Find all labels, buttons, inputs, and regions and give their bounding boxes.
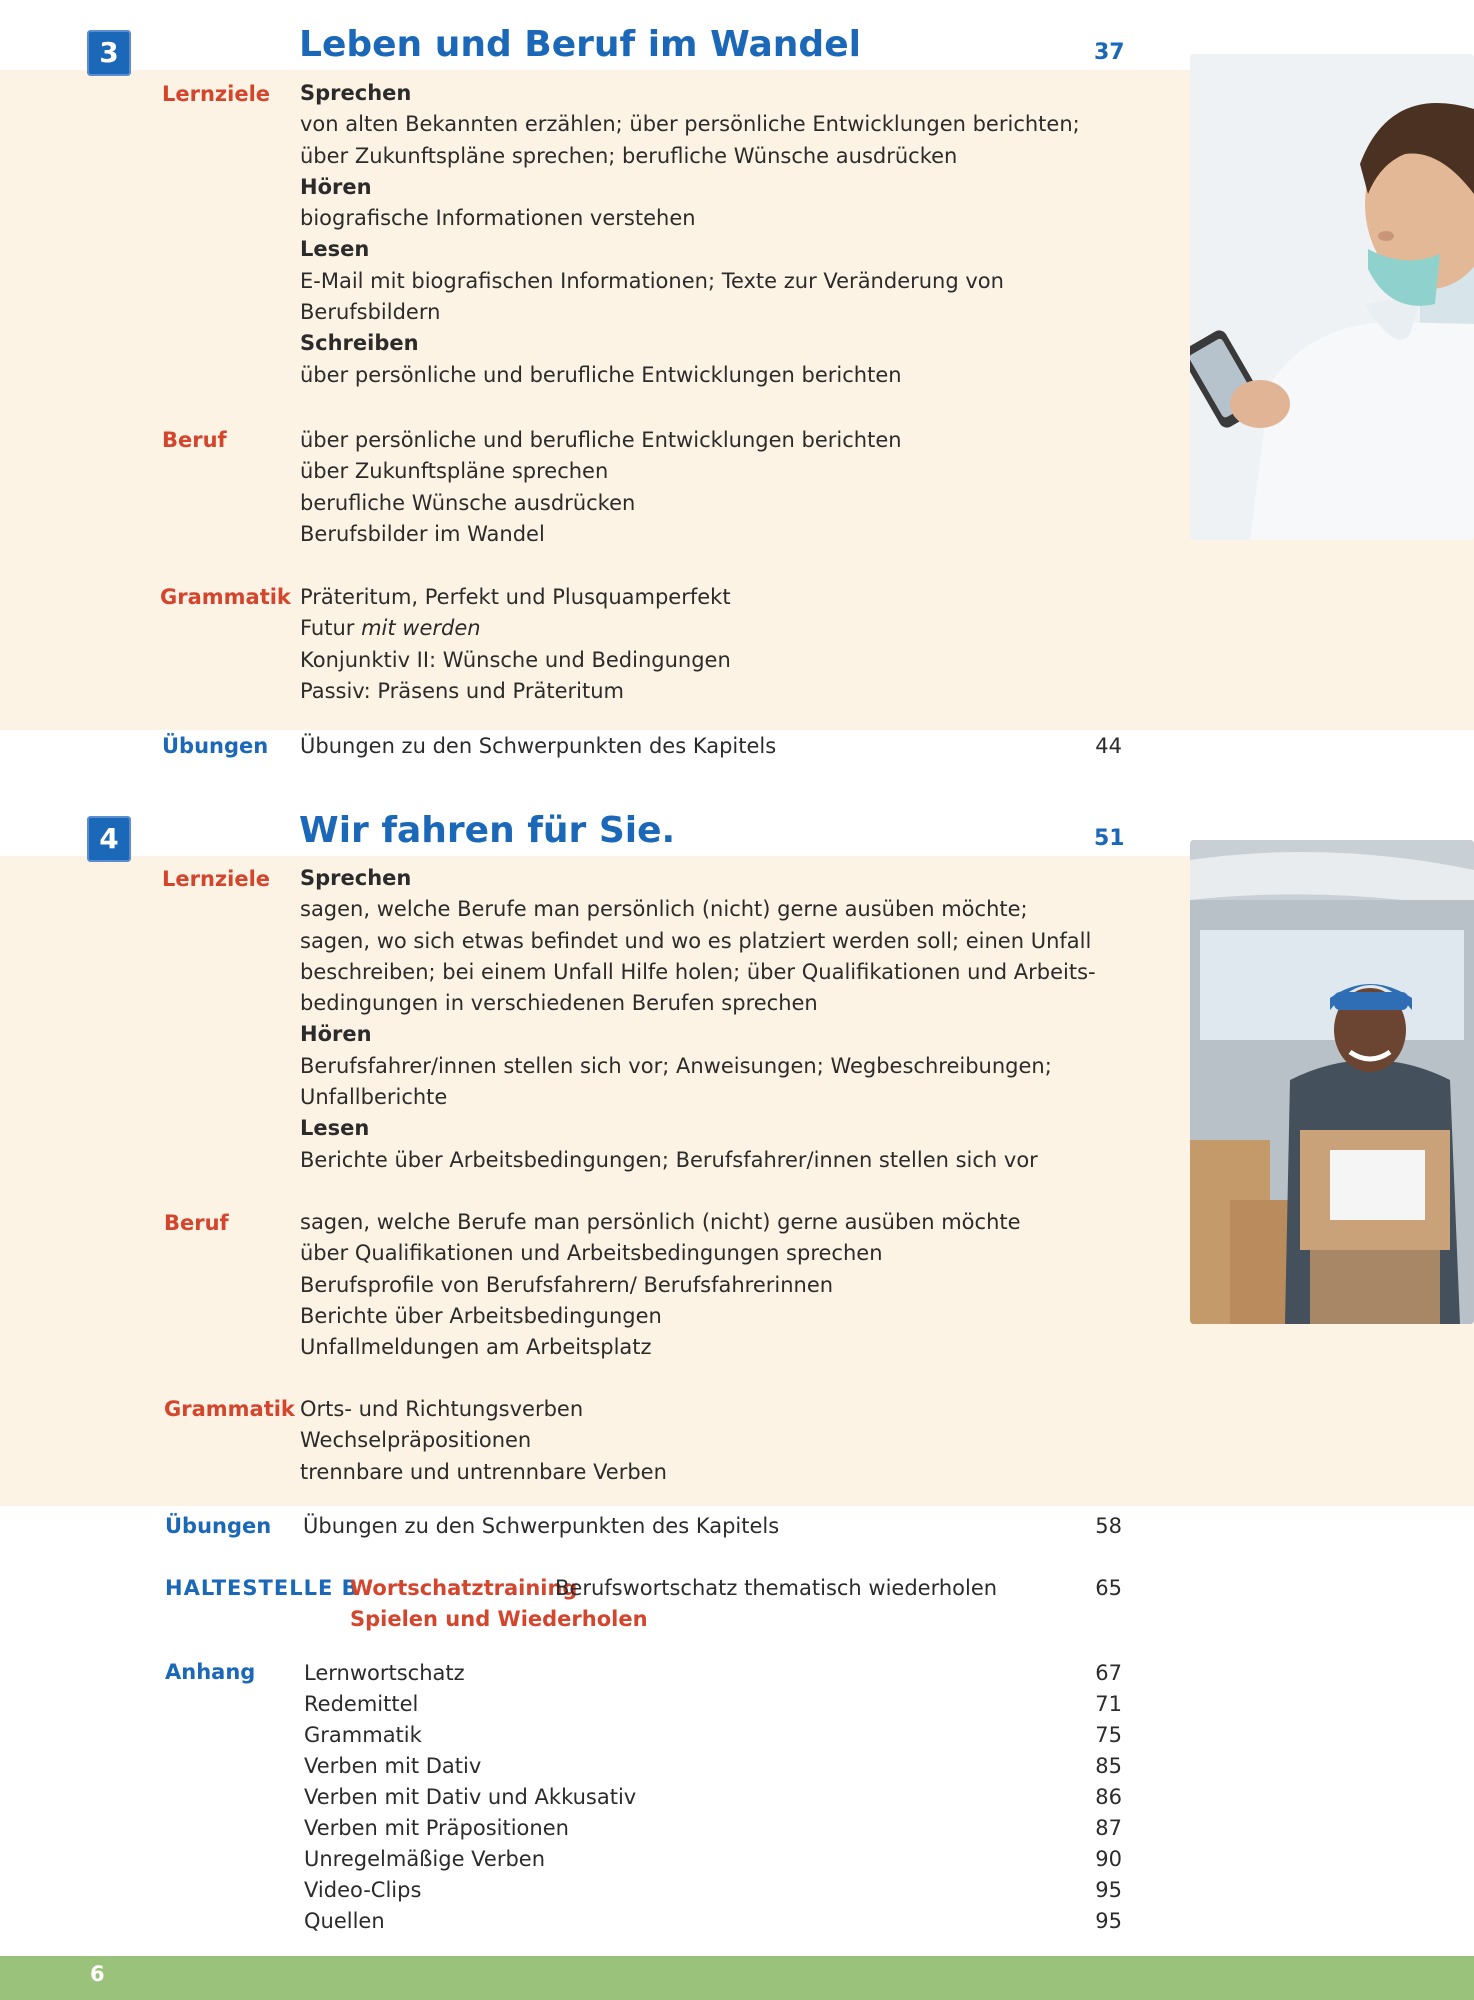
grammatik-line: Präteritum, Perfekt und Plusquamperfekt — [300, 585, 731, 609]
chapter-3-photo — [1190, 54, 1474, 540]
lesen-heading: Lesen — [300, 1116, 370, 1141]
haltestelle-page[interactable]: 65 — [1095, 1576, 1122, 1600]
beruf-line: über Qualifikationen und Arbeitsbedingungen sprechen — [300, 1241, 883, 1266]
chapter-3-lernziele-label: Lernziele — [162, 82, 271, 106]
sprechen-heading: Sprechen — [300, 81, 412, 105]
chapter-4-photo — [1190, 840, 1474, 1324]
chapter-4-grammatik-label: Grammatik — [164, 1397, 295, 1421]
chapter-4-lernziele-block — [300, 863, 1096, 1176]
chapter-4-title[interactable]: Wir fahren für Sie. — [299, 810, 676, 851]
anhang-item-page[interactable]: 85 — [1095, 1754, 1122, 1778]
chapter-3-beruf-label: Beruf — [162, 428, 227, 452]
anhang-item[interactable]: Verben mit Dativ — [304, 1754, 482, 1778]
chapter-3-lernziele-block — [300, 78, 1080, 391]
lesen-line: Berufsbildern — [300, 300, 441, 325]
schreiben-line: über persönliche und berufliche Entwicklungen berichten — [300, 362, 902, 387]
wortschatztraining-text[interactable]: Berufswortschatz thematisch wiederholen — [555, 1576, 998, 1600]
chapter-3-page-number[interactable]: 37 — [1094, 40, 1125, 65]
grammatik-line: Passiv: Präsens und Präteritum — [300, 678, 624, 703]
wortschatztraining-label: Wortschatztraining — [350, 1576, 578, 1600]
anhang-item[interactable]: Unregelmäßige Verben — [304, 1847, 546, 1871]
anhang-item[interactable]: Quellen — [304, 1909, 385, 1933]
hoeren-line: Unfallberichte — [300, 1085, 448, 1110]
beruf-line: berufliche Wünsche ausdrücken — [300, 490, 636, 515]
chapter-4-uebungen-page[interactable]: 58 — [1095, 1514, 1122, 1538]
grammatik-line: Konjunktiv II: Wünsche und Bedingungen — [300, 647, 731, 672]
chapter-3-uebungen-text[interactable]: Übungen zu den Schwerpunkten des Kapitels — [300, 734, 777, 758]
chapter-4-number-badge: 4 — [87, 816, 131, 862]
man-with-smartphone-image — [1190, 54, 1474, 540]
chapter-4-lernziele-label: Lernziele — [162, 867, 271, 891]
chapter-4-beruf-label: Beruf — [164, 1211, 229, 1235]
chapter-3-grammatik-block — [300, 582, 731, 707]
anhang-item-page[interactable]: 75 — [1095, 1723, 1122, 1747]
beruf-line: über persönliche und berufliche Entwicklungen berichten — [300, 428, 902, 452]
beruf-line: sagen, welche Berufe man persönlich (nicht) gerne ausüben möchte — [300, 1210, 1021, 1234]
anhang-label: Anhang — [165, 1660, 256, 1684]
anhang-item-page[interactable]: 90 — [1095, 1847, 1122, 1871]
grammatik-line: Futur mit werden — [300, 616, 481, 641]
grammatik-line: Orts- und Richtungsverben — [300, 1397, 584, 1421]
hoeren-heading: Hören — [300, 1022, 372, 1047]
chapter-4-uebungen-text[interactable]: Übungen zu den Schwerpunkten des Kapitels — [303, 1514, 780, 1538]
chapter-3-uebungen-label: Übungen — [162, 734, 269, 758]
beruf-line: Berufsprofile von Berufsfahrern/ Berufsfahrerinnen — [300, 1272, 834, 1297]
beruf-line: Berufsbilder im Wandel — [300, 521, 545, 546]
footer-page-number: 6 — [90, 1962, 105, 1986]
anhang-page-numbers — [1060, 1658, 1122, 1937]
chapter-3-beruf-block — [300, 425, 902, 550]
chapter-3-uebungen-page[interactable]: 44 — [1095, 734, 1122, 758]
anhang-item-page[interactable]: 67 — [1095, 1661, 1122, 1685]
beruf-line: über Zukunftspläne sprechen — [300, 459, 609, 484]
schreiben-heading: Schreiben — [300, 331, 419, 356]
grammatik-line: Wechselpräpositionen — [300, 1428, 532, 1453]
anhang-item-page[interactable]: 95 — [1095, 1909, 1122, 1933]
delivery-man-image — [1190, 840, 1474, 1324]
chapter-4-page-number[interactable]: 51 — [1094, 826, 1125, 851]
anhang-item-page[interactable]: 86 — [1095, 1785, 1122, 1809]
chapter-3-grammatik-label: Grammatik — [160, 585, 291, 609]
sprechen-line: sagen, welche Berufe man persönlich (nicht) gerne ausüben möchte; — [300, 897, 1028, 922]
haltestelle-label: HALTESTELLE B — [165, 1576, 359, 1600]
anhang-list — [304, 1658, 636, 1937]
sprechen-heading: Sprechen — [300, 866, 412, 890]
lesen-line: E-Mail mit biografischen Informationen; Texte zur Veränderung von — [300, 268, 1004, 293]
hoeren-line: biografische Informationen verstehen — [300, 206, 696, 231]
grammatik-line: trennbare und untrennbare Verben — [300, 1459, 667, 1484]
sprechen-line: über Zukunftspläne sprechen; berufliche Wünsche ausdrücken — [300, 143, 958, 168]
chapter-4-beruf-block — [300, 1207, 1021, 1363]
spielen-wiederholen-label: Spielen und Wiederholen — [350, 1607, 648, 1631]
lesen-heading: Lesen — [300, 237, 370, 262]
lesen-line: Berichte über Arbeitsbedingungen; Berufsfahrer/innen stellen sich vor — [300, 1147, 1038, 1172]
chapter-4-uebungen-label: Übungen — [165, 1514, 272, 1538]
anhang-item[interactable]: Verben mit Präpositionen — [304, 1816, 569, 1840]
sprechen-line: bedingungen in verschiedenen Berufen sprechen — [300, 991, 818, 1016]
sprechen-line: beschreiben; bei einem Unfall Hilfe holen; über Qualifikationen und Arbeits- — [300, 959, 1096, 984]
anhang-item-page[interactable]: 87 — [1095, 1816, 1122, 1840]
anhang-item-page[interactable]: 71 — [1095, 1692, 1122, 1716]
anhang-item[interactable]: Redemittel — [304, 1692, 419, 1716]
sprechen-line: von alten Bekannten erzählen; über persönliche Entwicklungen berichten; — [300, 112, 1080, 137]
anhang-item[interactable]: Verben mit Dativ und Akkusativ — [304, 1785, 637, 1809]
chapter-4-grammatik-block — [300, 1394, 667, 1488]
hoeren-heading: Hören — [300, 174, 372, 199]
anhang-item[interactable]: Grammatik — [304, 1723, 422, 1747]
anhang-item[interactable]: Lernwortschatz — [304, 1661, 465, 1685]
beruf-line: Berichte über Arbeitsbedingungen — [300, 1303, 662, 1328]
sprechen-line: sagen, wo sich etwas befindet und wo es platziert werden soll; einen Unfall — [300, 928, 1092, 953]
footer-bar — [0, 1956, 1474, 2000]
chapter-3-number-badge: 3 — [87, 30, 131, 76]
anhang-item[interactable]: Video-Clips — [304, 1878, 422, 1902]
beruf-line: Unfallmeldungen am Arbeitsplatz — [300, 1335, 652, 1360]
hoeren-line: Berufsfahrer/innen stellen sich vor; Anweisungen; Wegbeschreibungen; — [300, 1053, 1052, 1078]
anhang-item-page[interactable]: 95 — [1095, 1878, 1122, 1902]
chapter-3-title[interactable]: Leben und Beruf im Wandel — [299, 24, 861, 65]
